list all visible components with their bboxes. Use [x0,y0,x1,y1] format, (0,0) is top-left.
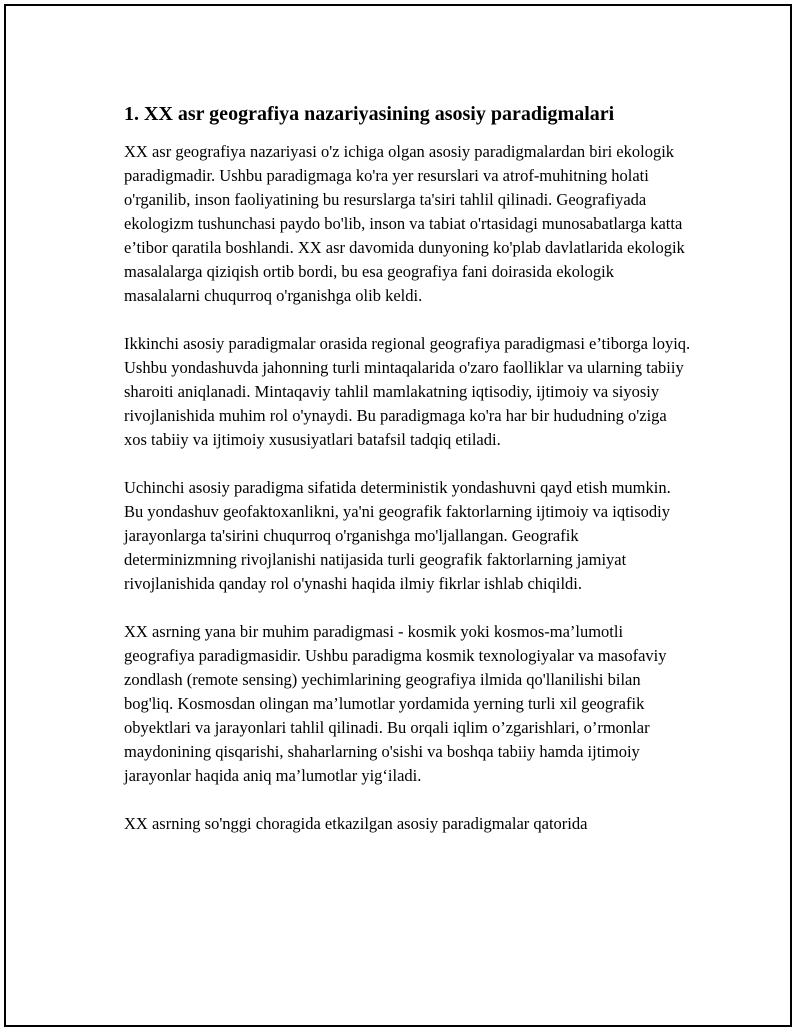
paragraph-final: XX asrning so'nggi choragida etkazilgan asosiy paradigmalar qatorida [124,814,588,833]
document-body [124,102,692,860]
page-frame [4,4,792,1027]
paragraph-regional: Ikkinchi asosiy paradigmalar orasida regional geografiya paradigmasi e’tiborga loyiq. Ushbu yondashuvda jahonning turli mintaqalarida o'zaro faolliklar va ularning tabiiy sharoiti aniqlanadi. Mintaqaviy tahlil mamlakatning iqtisodiy, ijtimoiy va siyosiy rivojlanishida muhim rol o'ynaydi. Bu paradigmaga ko'ra har bir hududning o'ziga xos tabiiy va ijtimoiy xususiyatlari batafsil tadqiq etiladi. [124,334,691,449]
paragraph-deterministic: Uchinchi asosiy paradigma sifatida deterministik yondashuvni qayd etish mumkin. Bu yondashuv geofaktoxanlikni, ya'ni geografik faktorlarning ijtimoiy va iqtisodiy jarayonlarga ta'sirini chuqurroq o'rganishga mo'ljallangan. Geografik determinizmning rivojlanishi natijasida turli geografik faktorlarning jamiyat rivojlanishida qanday rol o'ynashi haqida ilmiy fikrlar ishlab chiqildi. [124,478,671,593]
paragraph-ecological: XX asr geografiya nazariyasi o'z ichiga olgan asosiy paradigmalardan biri ekologik paradigmadir. Ushbu paradigmaga ko'ra yer resurslari va atrof-muhitning holati o'rganilib, inson faoliyatining bu resurslarga ta'siri tahlil qilinadi. Geografiyada ekologizm tushunchasi paydo bo'lib, inson va tabiat o'rtasidagi munosabatlarga katta e’tibor qaratila boshlandi. XX asr davomida dunyoning ko'plab davlatlarida ekologik masalalarga qiziqish ortib bordi, bu esa geografiya fani doirasida ekologik masalalarni chuqurroq o'rganishga olib keldi. [124,142,685,305]
section-title: 1. XX asr geografiya nazariyasining asosiy paradigmalari [124,103,615,125]
paragraph-space-data: XX asrning yana bir muhim paradigmasi - kosmik yoki kosmos-ma’lumotli geografiya paradigmasidir. Ushbu paradigma kosmik texnologiyalar va masofaviy zondlash (remote sensing) yechimlarining geografiya ilmida qo'llanilishi bilan bog'liq. Kosmosdan olingan ma’lumotlar yordamida yerning turli xil geografik obyektlari va jarayonlari tahlil qilinadi. Bu orqali iqlim o’zgarishlari, o’rmonlar maydonining qisqarishi, shaharlarning o'sishi va boshqa tabiiy hamda ijtimoiy jarayonlar haqida aniq ma’lumotlar yig‘iladi. [124,622,667,785]
